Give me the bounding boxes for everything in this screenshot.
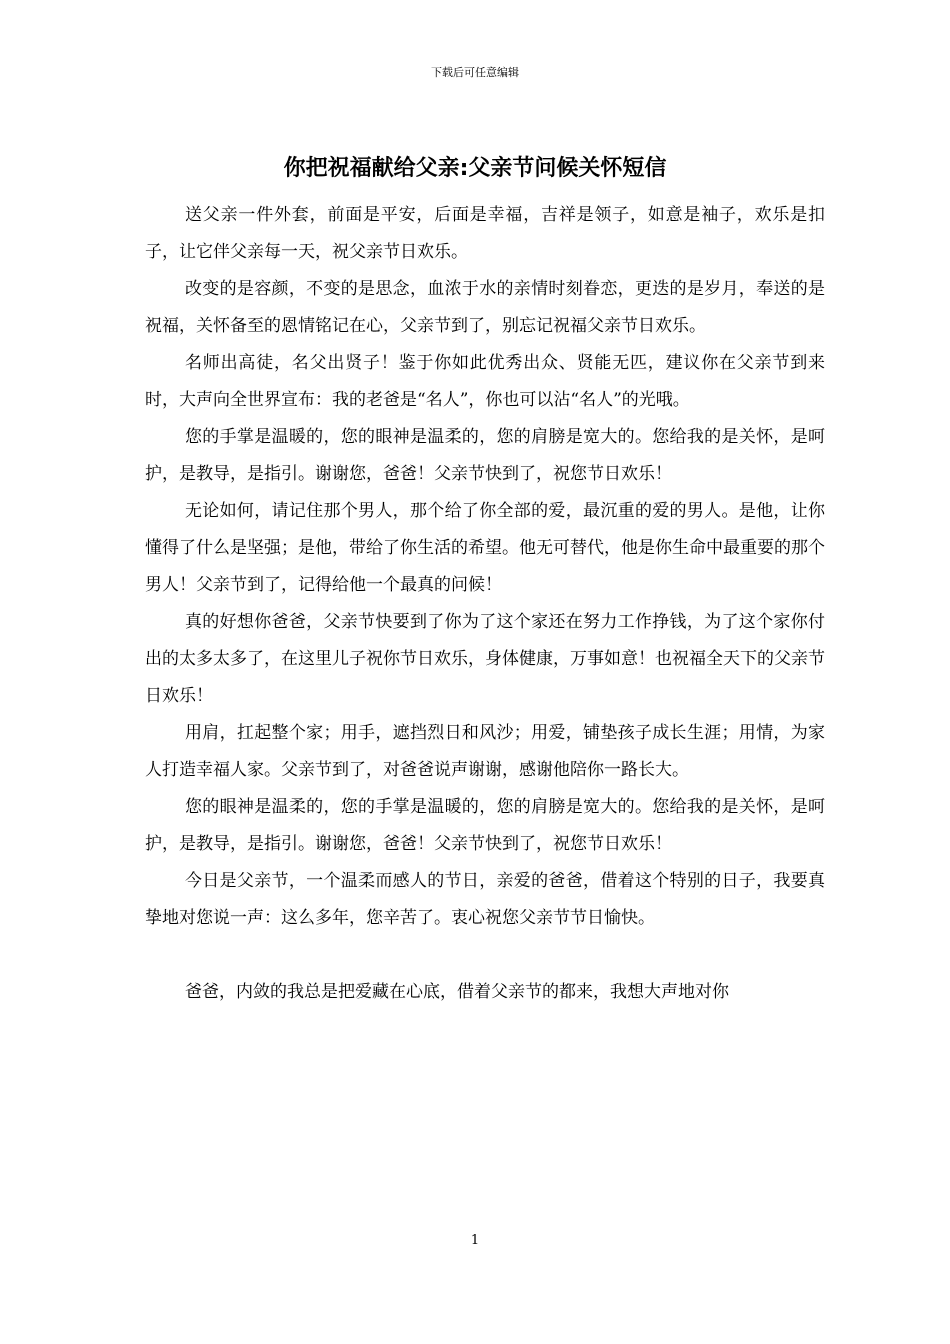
paragraph-4: 您的手掌是温暖的，您的眼神是温柔的，您的肩膀是宽大的。您给我的是关怀，是呵护，是教导，是指引。谢谢您，爸爸！父亲节快到了，祝您节日欢乐！ xyxy=(145,427,825,484)
paragraph-2: 改变的是容颜，不变的是思念，血浓于水的亲情时刻眷恋，更迭的是岁月，奉送的是祝福，关怀备至的恩情铭记在心，父亲节到了，别忘记祝福父亲节日欢乐。 xyxy=(145,279,825,336)
paragraph-6: 真的好想你爸爸，父亲节快要到了你为了这个家还在努力工作挣钱，为了这个家你付出的太多太多了，在这里儿子祝你节日欢乐，身体健康，万事如意！也祝福全天下的父亲节日欢乐！ xyxy=(145,612,825,706)
page-number: 1 xyxy=(470,1233,480,1248)
paragraph-8: 您的眼神是温柔的，您的手掌是温暖的，您的肩膀是宽大的。您给我的是关怀，是呵护，是教导，是指引。谢谢您，爸爸！父亲节快到了，祝您节日欢乐！ xyxy=(145,797,825,854)
paragraph-9: 今日是父亲节，一个温柔而感人的节日，亲爱的爸爸，借着这个特别的日子，我要真挚地对您说一声：这么多年，您辛苦了。衷心祝您父亲节节日愉快。 xyxy=(145,871,825,928)
paragraph-1: 送父亲一件外套，前面是平安，后面是幸福，吉祥是领子，如意是袖子，欢乐是扣子，让它伴父亲每一天，祝父亲节日欢乐。 xyxy=(145,205,825,262)
paragraph-5: 无论如何，请记住那个男人，那个给了你全部的爱，最沉重的爱的男人。是他，让你懂得了什么是坚强；是他，带给了你生活的希望。他无可替代，他是你生命中最重要的那个男人！父亲节到了，记得给他一个最真的问候！ xyxy=(145,501,825,595)
header-note: 下载后可任意编辑 xyxy=(431,66,519,79)
paragraph-10: 爸爸，内敛的我总是把爱藏在心底，借着父亲节的都来，我想大声地对你 xyxy=(185,982,729,1002)
document-body xyxy=(145,197,825,1011)
paragraph-3: 名师出高徒，名父出贤子！鉴于你如此优秀出众、贤能无匹，建议你在父亲节到来时，大声向全世界宣布：我的老爸是“名人”，你也可以沾“名人”的光哦。 xyxy=(145,353,825,410)
document-title: 你把祝福献给父亲:父亲节问候关怀短信 xyxy=(283,156,667,181)
paragraph-7: 用肩，扛起整个家；用手，遮挡烈日和风沙；用爱，铺垫孩子成长生涯；用情，为家人打造幸福人家。父亲节到了，对爸爸说声谢谢，感谢他陪你一路长大。 xyxy=(145,723,825,780)
